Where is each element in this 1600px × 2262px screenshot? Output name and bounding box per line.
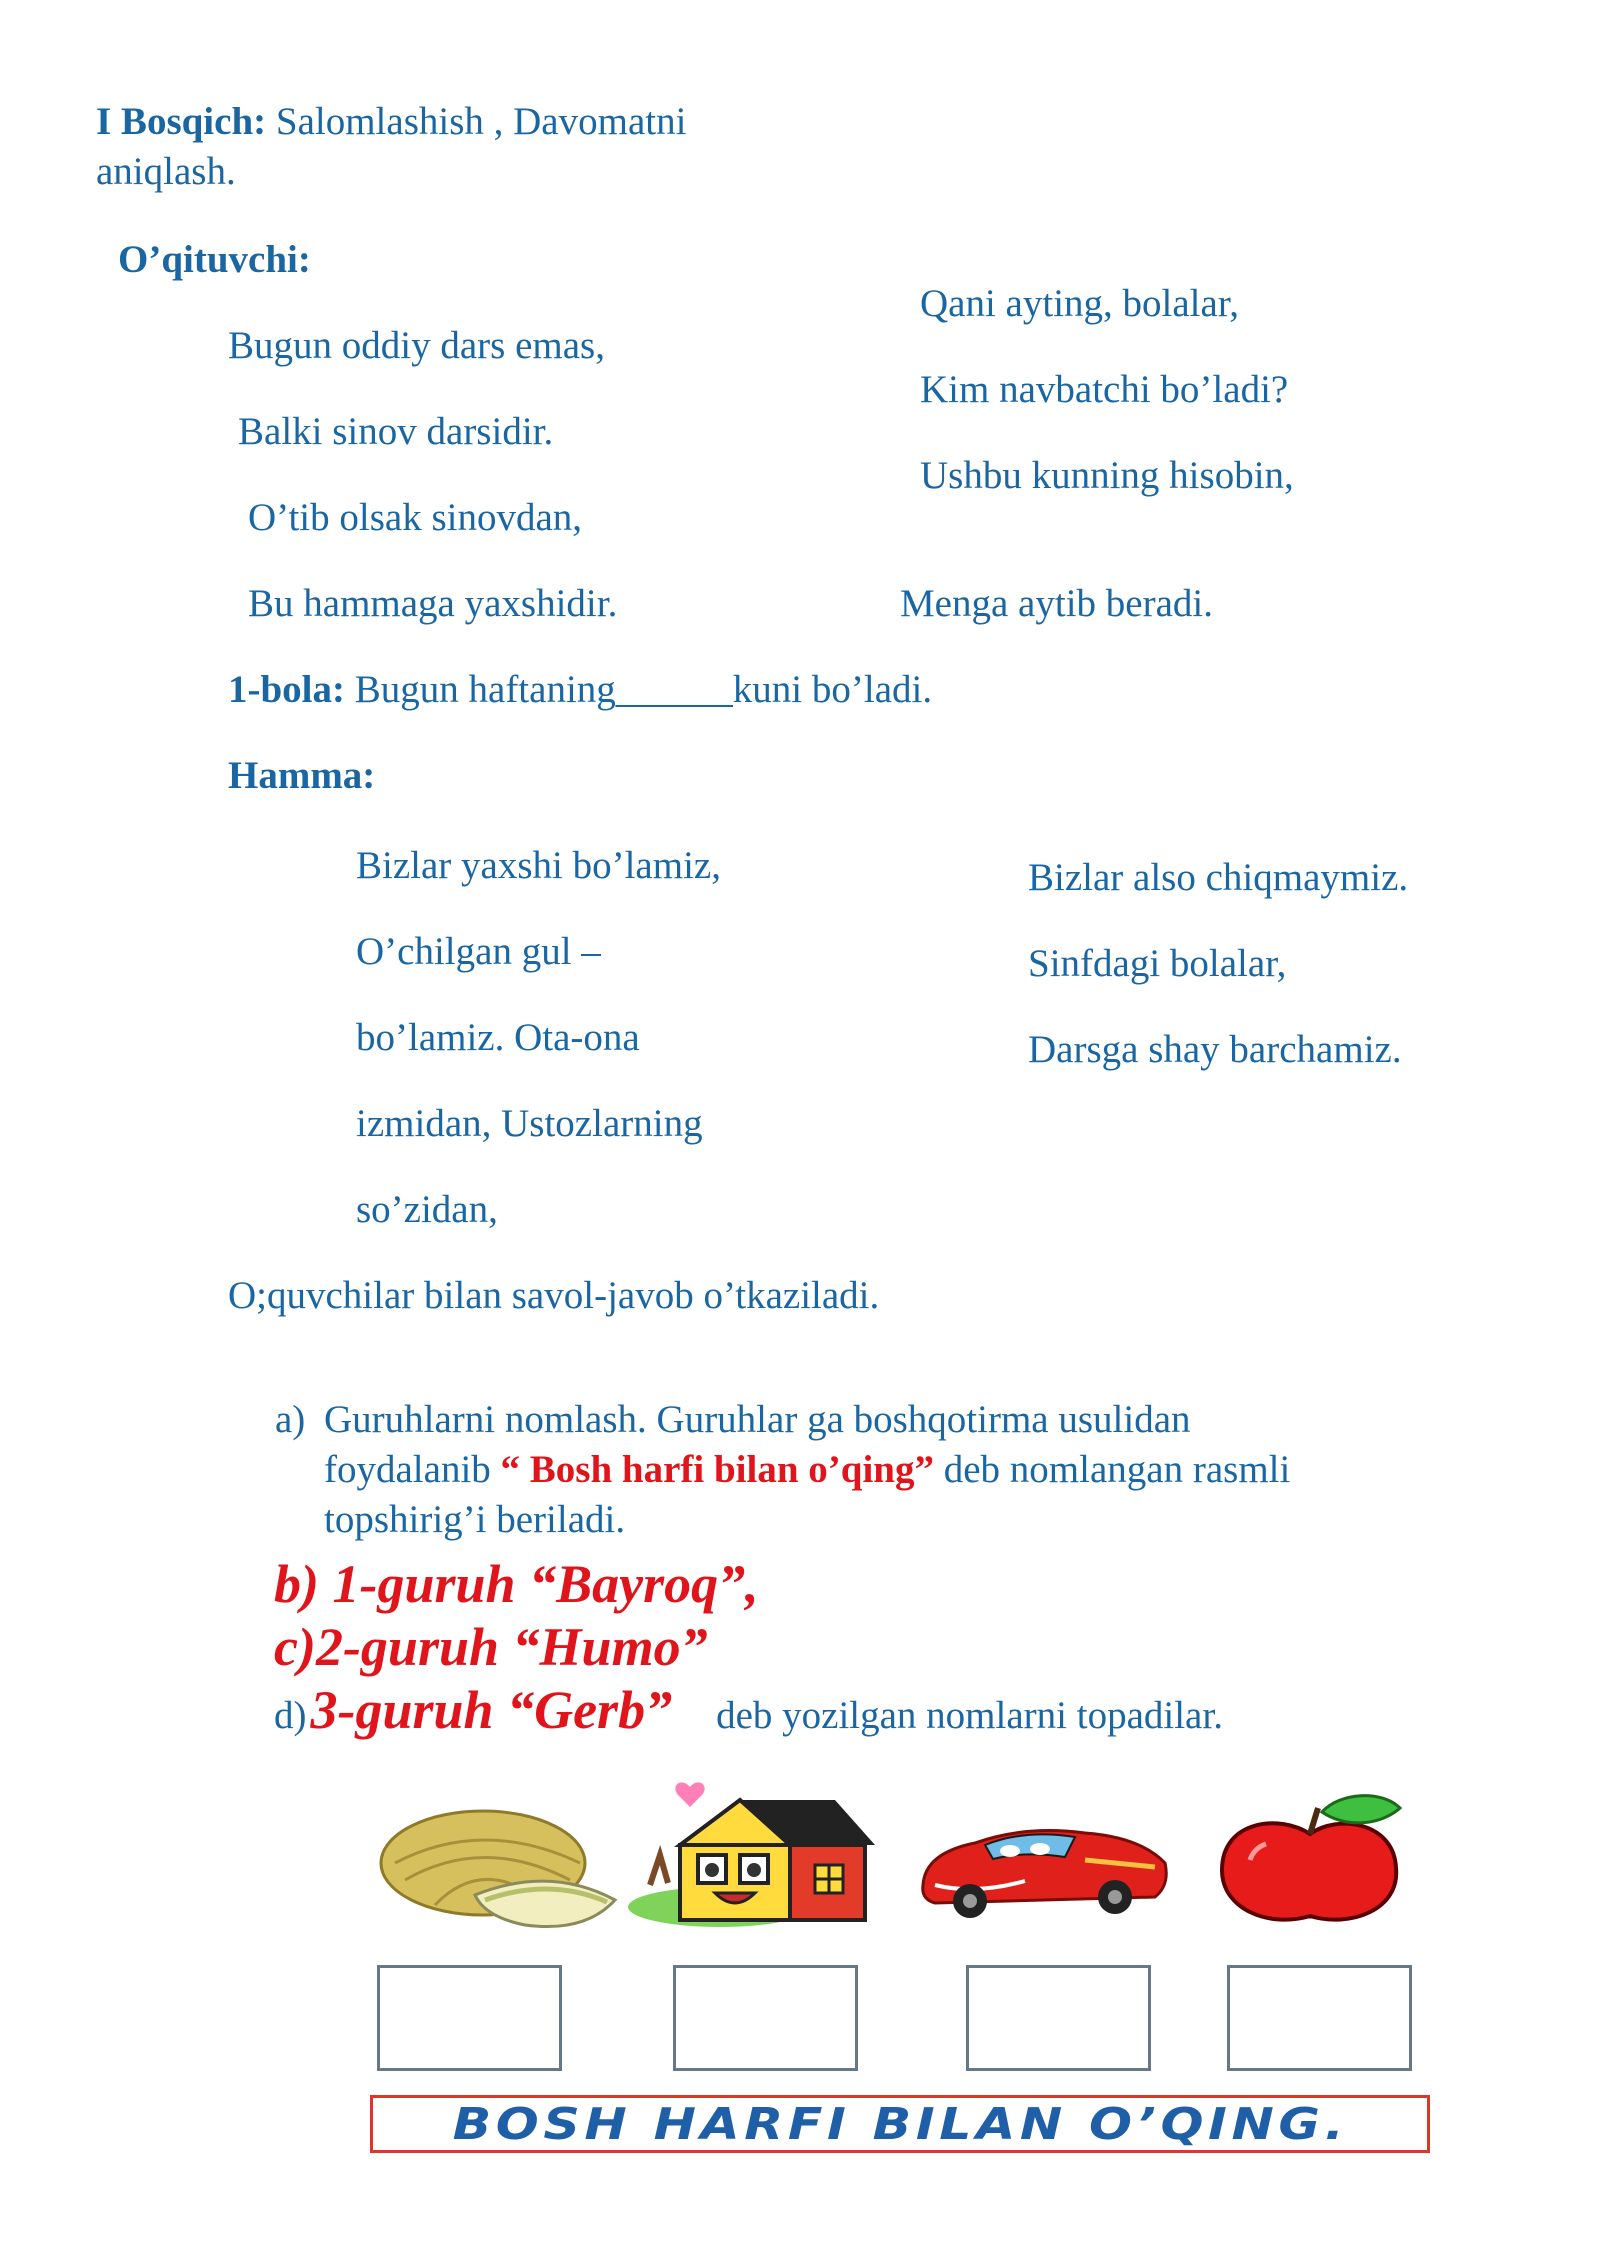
car-icon bbox=[915, 1815, 1175, 1925]
answer-box[interactable] bbox=[377, 1965, 562, 2071]
group-2-name: 2-guruh “Humo” bbox=[315, 1617, 708, 1677]
child1-line bbox=[228, 666, 932, 714]
teacher-right-line: Kim navbatchi bo’ladi? bbox=[920, 368, 1289, 411]
list-marker-b: b) bbox=[274, 1554, 319, 1614]
stage-text: Salomlashish , Davomatni bbox=[266, 100, 687, 143]
list-marker-a: a) bbox=[275, 1398, 306, 1441]
all-left-line: bo’lamiz. Ota-ona bbox=[356, 1016, 640, 1059]
all-label: Hamma: bbox=[228, 754, 376, 797]
child1-text-before: Bugun haftaning bbox=[345, 668, 616, 711]
all-right-line: Darsga shay barchamiz. bbox=[1028, 1028, 1402, 1071]
teacher-left-line: Bu hammaga yaxshidir. bbox=[248, 582, 618, 625]
teacher-left-line: Bugun oddiy dars emas, bbox=[228, 324, 605, 367]
stage-label: I Bosqich: bbox=[96, 100, 267, 143]
note-text: O;quvchilar bilan savol-javob o’tkaziladi. bbox=[228, 1274, 880, 1317]
group-1-line bbox=[274, 1553, 759, 1615]
all-right-line: Sinfdagi bolalar, bbox=[1028, 942, 1287, 985]
teacher-left-line: O’tib olsak sinovdan, bbox=[248, 496, 583, 539]
group-3-name: 3-guruh “Gerb” bbox=[310, 1680, 673, 1740]
group-3-instruction: deb yozilgan nomlarni topadilar. bbox=[716, 1694, 1223, 1737]
all-left-line: izmidan, Ustozlarning bbox=[356, 1102, 703, 1145]
list-marker-d: d) bbox=[274, 1694, 307, 1737]
list-a-line2-after: deb nomlangan rasmli bbox=[934, 1448, 1291, 1491]
apple-icon bbox=[1210, 1790, 1410, 1930]
teacher-right-line: Qani ayting, bolalar, bbox=[920, 282, 1240, 325]
list-a-line2 bbox=[324, 1446, 1290, 1494]
answer-box[interactable] bbox=[1227, 1965, 1412, 2071]
child1-label: 1-bola: bbox=[228, 668, 345, 711]
stage-text-cont: aniqlash. bbox=[96, 150, 236, 193]
child1-text-after: kuni bo’ladi. bbox=[732, 668, 933, 711]
instruction-banner bbox=[370, 2095, 1430, 2153]
all-left-line: Bizlar yaxshi bo’lamiz, bbox=[356, 844, 721, 887]
teacher-left-line: Balki sinov darsidir. bbox=[238, 410, 554, 453]
melon-icon bbox=[375, 1805, 625, 1935]
list-a-red-title: “ Bosh harfi bilan o’qing” bbox=[500, 1448, 934, 1491]
list-a-line3: topshirig’i beriladi. bbox=[324, 1498, 626, 1541]
group-3-line bbox=[274, 1679, 1223, 1741]
group-1-name: 1-guruh “Bayroq”, bbox=[332, 1554, 759, 1614]
banner-text: BOSH HARFI BILAN O’QING. bbox=[452, 2098, 1348, 2150]
teacher-right-line: Ushbu kunning hisobin, bbox=[920, 454, 1294, 497]
answer-box[interactable] bbox=[966, 1965, 1151, 2071]
child1-blank: ______ bbox=[615, 668, 733, 711]
all-right-line: Bizlar also chiqmaymiz. bbox=[1028, 856, 1409, 899]
answer-box[interactable] bbox=[673, 1965, 858, 2071]
stage-heading bbox=[96, 98, 686, 146]
list-marker-c: c) bbox=[274, 1617, 316, 1677]
teacher-label: O’qituvchi: bbox=[118, 238, 311, 281]
list-a-line2-before: foydalanib bbox=[324, 1448, 501, 1491]
teacher-right-line: Menga aytib beradi. bbox=[900, 582, 1213, 625]
house-icon bbox=[620, 1775, 890, 1930]
group-2-line bbox=[274, 1616, 708, 1678]
all-left-line: O’chilgan gul – bbox=[356, 930, 601, 973]
all-left-line: so’zidan, bbox=[356, 1188, 498, 1231]
list-a-line1: Guruhlarni nomlash. Guruhlar ga boshqotirma usulidan bbox=[324, 1398, 1191, 1441]
